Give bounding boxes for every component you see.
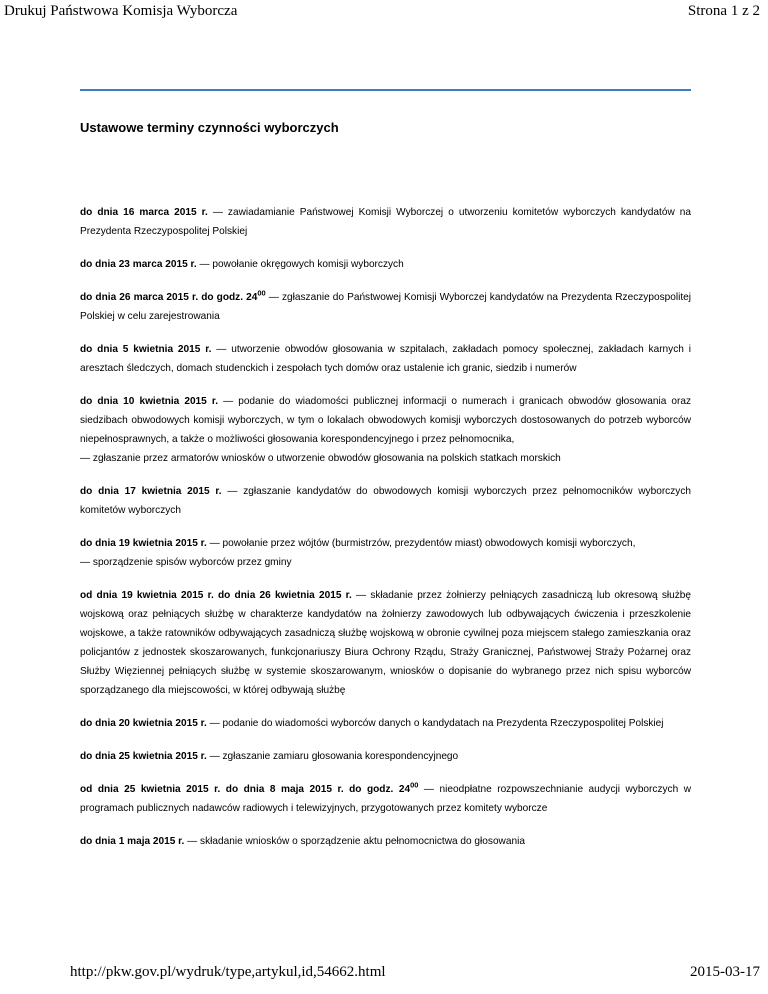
- deadline-entry: [80, 203, 691, 241]
- print-footer-date: 2015-03-17: [690, 964, 760, 980]
- deadline-description: — zgłaszanie zamiaru głosowania korespondencyjnego: [206, 751, 459, 762]
- header-divider: [80, 89, 691, 91]
- deadline-entry: [80, 747, 691, 766]
- deadline-date: do dnia 23 marca 2015 r.: [80, 259, 197, 270]
- deadline-description: — powołanie okręgowych komisji wyborczych: [196, 259, 404, 270]
- deadline-entry: [80, 340, 691, 378]
- deadline-entry: [80, 482, 691, 520]
- deadline-description: — powołanie przez wójtów (burmistrzów, prezydentów miast) obwodowych komisji wyborczych,: [206, 538, 636, 549]
- deadline-description: — utworzenie obwodów głosowania w szpitalach, zakładach pomocy społecznej, zakładach karnych i aresztach śledczych, domach studenckich i zespołach tych domów oraz ustalenie ich granic, siedzib i numerów: [80, 344, 691, 374]
- deadline-entry: [80, 832, 691, 851]
- deadline-date: do dnia 1 maja 2015 r.: [80, 836, 185, 847]
- deadline-description: — podanie do wiadomości wyborców danych o kandydatach na Prezydenta Rzeczypospolitej Polskiej: [206, 718, 664, 729]
- deadline-date: od dnia 19 kwietnia 2015 r. do dnia 26 kwietnia 2015 r.: [80, 590, 352, 601]
- print-footer-url: http://pkw.gov.pl/wydruk/type,artykul,id,54662.html: [70, 964, 386, 980]
- deadline-date: do dnia 16 marca 2015 r.: [80, 207, 208, 218]
- deadline-extra: — zgłaszanie przez armatorów wniosków o utworzenie obwodów głosowania na polskich statkach morskich: [80, 453, 561, 464]
- deadline-description: — zgłaszanie kandydatów do obwodowych komisji wyborczych przez pełnomocników wyborczych komitetów wyborczych: [80, 486, 691, 516]
- deadline-entry: [80, 392, 691, 468]
- deadline-extra: — sporządzenie spisów wyborców przez gminy: [80, 557, 292, 568]
- print-header-title: Drukuj Państwowa Komisja Wyborcza: [4, 3, 238, 19]
- deadline-description: — składanie wniosków o sporządzenie aktu pełnomocnictwa do głosowania: [184, 836, 525, 847]
- election-deadlines-list: [80, 203, 691, 851]
- deadline-date: do dnia 19 kwietnia 2015 r.: [80, 538, 207, 549]
- deadline-entry: [80, 255, 691, 274]
- deadline-date: do dnia 25 kwietnia 2015 r.: [80, 751, 207, 762]
- page-title: Ustawowe terminy czynności wyborczych: [80, 120, 339, 135]
- deadline-time-superscript: 00: [257, 288, 266, 298]
- deadline-description: — podanie do wiadomości publicznej informacji o numerach i granicach obwodów głosowania oraz siedzibach obwodowych komisji wyborczych, w tym o lokalach obwodowych komisji wyborczych dostosowanych do potrzeb wyborców niepełnosprawnych, a także o możliwości głosowania korespondencyjnego i przez pełnomocnika,: [80, 396, 691, 445]
- deadline-date: do dnia 5 kwietnia 2015 r.: [80, 344, 212, 355]
- deadline-entry: [80, 586, 691, 700]
- deadline-entry: [80, 780, 691, 818]
- deadline-date: do dnia 26 marca 2015 r. do godz. 24: [80, 292, 258, 303]
- deadline-description: — składanie przez żołnierzy pełniących zasadniczą lub okresową służbę wojskową oraz pełniących służbę w charakterze kandydatów na żołnierzy zawodowych lub odbywających ćwiczenia i przeszkolenie wojskowe, a także ratowników odbywających zasadniczą służbę wojskową w obronie cywilnej poza miejscem stałego zamieszkania oraz policjantów z jednostek skoszarowanych, funkcjonariuszy Biura Ochrony Rządu, Straży Granicznej, Państwowej Straży Pożarnej oraz Służby Więziennej pełniących służbę w systemie skoszarowanym, wniosków o dopisanie do wybranego przez nich spisu wyborców sporządzanego dla miejscowości, w której odbywają służbę: [80, 590, 691, 696]
- deadline-date: do dnia 17 kwietnia 2015 r.: [80, 486, 222, 497]
- deadline-description: — zgłaszanie do Państwowej Komisji Wyborczej kandydatów na Prezydenta Rzeczypospolitej Polskiej w celu zarejestrowania: [80, 292, 691, 322]
- deadline-entry: [80, 288, 691, 326]
- deadline-date: do dnia 10 kwietnia 2015 r.: [80, 396, 219, 407]
- deadline-entry: [80, 534, 691, 572]
- deadline-date: od dnia 25 kwietnia 2015 r. do dnia 8 maja 2015 r. do godz. 24: [80, 784, 411, 795]
- print-header-page-number: Strona 1 z 2: [687, 3, 760, 19]
- deadline-date: do dnia 20 kwietnia 2015 r.: [80, 718, 207, 729]
- deadline-time-superscript: 00: [410, 780, 419, 790]
- deadline-description: — nieodpłatne rozpowszechnianie audycji wyborczych w programach publicznych nadawców radiowych i telewizyjnych, przygotowanych przez komitety wyborcze: [80, 784, 692, 814]
- deadline-description: — zawiadamianie Państwowej Komisji Wyborczej o utworzeniu komitetów wyborczych kandydatów na Prezydenta Rzeczypospolitej Polskiej: [80, 207, 691, 237]
- deadline-entry: [80, 714, 691, 733]
